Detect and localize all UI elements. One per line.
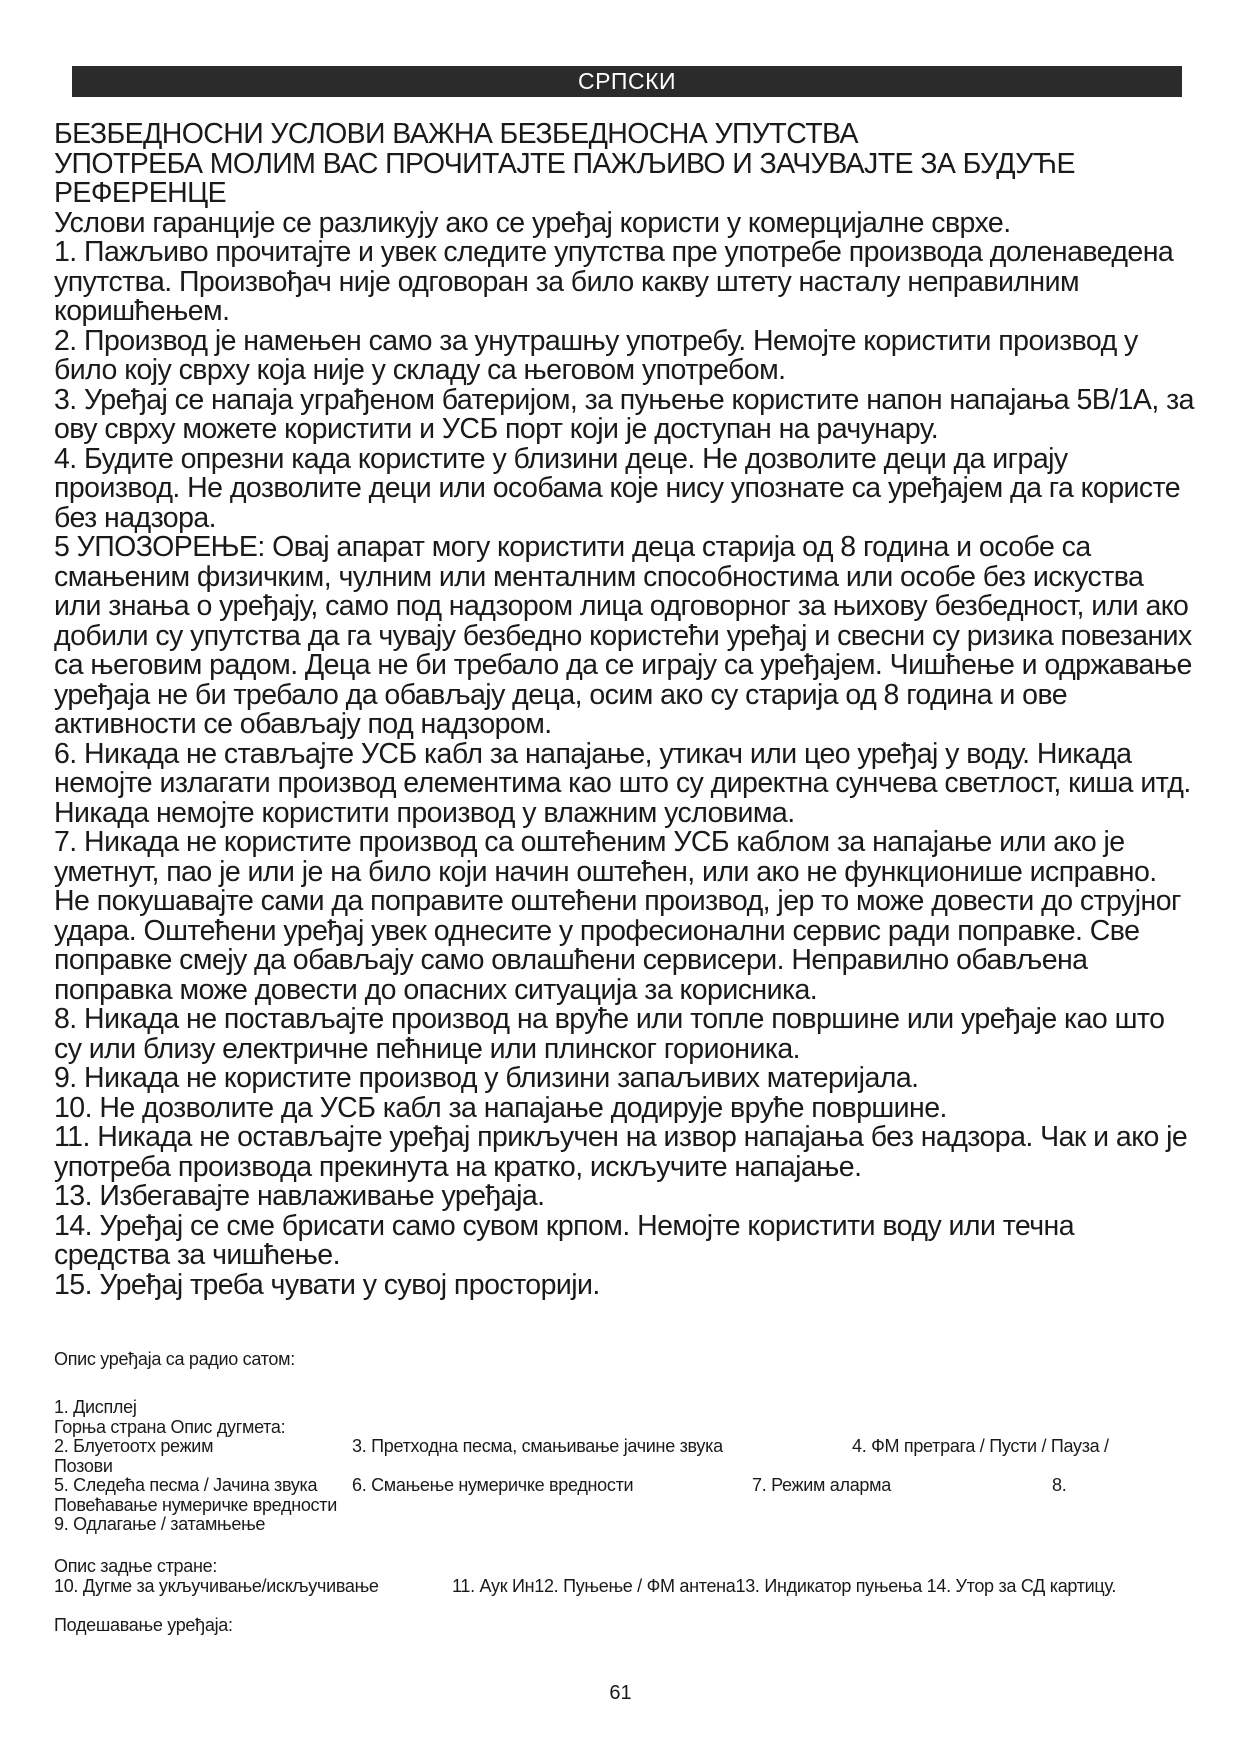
instruction-item: 6. Никада не стављајте УСБ кабл за напајање, утикач или цео уређај у воду. Никада немојте излагати производ елементима као што су директна сунчева светлост, киша итд. Никада немојте користити производ у влажним условима. bbox=[54, 737, 1191, 829]
button-item: 7. Режим аларма bbox=[752, 1475, 891, 1495]
setup-title: Подешавање уређаја: bbox=[54, 1615, 233, 1635]
snooze-item: 9. Одлагање / затамњење bbox=[54, 1514, 266, 1534]
top-side-title: Горња страна Опис дугмета: bbox=[54, 1416, 286, 1437]
instruction-item: 15. Уређај треба чувати у сувој просторији. bbox=[54, 1268, 600, 1301]
safety-heading-line-1: БЕЗБЕДНОСНИ УСЛОВИ ВАЖНА БЕЗБЕДНОСНА УПУТСТВА bbox=[54, 118, 858, 150]
instruction-item: 9. Никада не користите производ у близини запаљивих материјала. bbox=[54, 1062, 919, 1094]
button-item: 4. ФМ претрага / Пусти / Пауза / bbox=[852, 1436, 1109, 1456]
instruction-item: 1. Пажљиво прочитајте и увек следите упутства пре употребе производа доленаведена упутства. Произвођач није одговоран за било какву штету насталу неправилним коришћењем. bbox=[54, 236, 1174, 327]
button-item: 2. Блуетоотх режим bbox=[54, 1436, 214, 1456]
safety-heading-line-2: УПОТРЕБА МОЛИМ ВАС ПРОЧИТАЈТЕ ПАЖЉИВО И ЗАЧУВАЈТЕ ЗА БУДУЋЕ bbox=[54, 147, 1075, 180]
instruction-item: 10. Не дозволите да УСБ кабл за напајање додирује вруће површине. bbox=[54, 1091, 947, 1124]
back-description bbox=[54, 1557, 1194, 1596]
safety-heading-line-3: РЕФЕРЕНЦЕ bbox=[54, 177, 226, 209]
instruction-item: 11. Никада не остављајте уређај прикључен на извор напајања без надзора. Чак и ако је употреба производа прекинута на кратко, искључите напајање. bbox=[54, 1121, 1188, 1183]
safety-instructions bbox=[54, 120, 1194, 1300]
instruction-item-warning: 5 УПОЗОРЕЊЕ: Овај апарат могу користити деца старија од 8 година и особе са смањеним физичким, чулним или менталним способностима или особе без искуства или знања о уређају, само под надзором лица одговорног за њихову безбедност, или ако добили су упутства да га чувају безбедно користећи уређај и свесни су ризика повезаних са његовим радом. Деца не би требало да се играју са уређајем. Чишћење и одржавање уређаја не би требало да обављају деца, осим ако су старија од 8 година и ове активности се обављају под надзором. bbox=[54, 531, 1192, 740]
page-number: 61 bbox=[609, 1682, 632, 1704]
back-item: 11. Аук Ин12. Пуњење / ФМ антена13. Индикатор пуњења 14. Утор за СД картицу. bbox=[452, 1575, 1117, 1596]
instruction-item: 4. Будите опрезни када користите у близини деце. Не дозволите деци да играју производ. Не дозволите деци или особама које нису упознате са уређајем да га користе без надзора. bbox=[54, 442, 1181, 534]
language-header-bar bbox=[72, 66, 1182, 97]
button-item: 8. bbox=[1052, 1475, 1067, 1495]
back-description-title: Опис задње стране: bbox=[54, 1556, 218, 1576]
back-row bbox=[54, 1577, 1194, 1597]
device-description bbox=[54, 1398, 1194, 1535]
button-item: 3. Претходна песма, смањивање јачине звука bbox=[352, 1436, 723, 1456]
setup-section bbox=[54, 1616, 1194, 1636]
button-row-2 bbox=[54, 1476, 1194, 1496]
instruction-item: 3. Уређај се напаја уграђеном батеријом, за пуњење користите напон напајања 5В/1А, за ову сврху можете користити и УСБ порт који је доступан на рачунару. bbox=[54, 383, 1194, 445]
display-item: 1. Дисплеј bbox=[54, 1397, 137, 1417]
instruction-item: 7. Никада не користите производ са оштећеним УСБ каблом за напајање или ако је уметнут, пао је или је на било који начин оштећен, или ако не функционише исправно. Не покушавајте сами да поправите оштећени производ, јер то може довести до струјног удара. Оштећени уређај увек однесите у професионални сервис ради поправке. Све поправке смеју да обављају само овлашћени сервисери. Неправилно обављена поправка може довести до опасних ситуација за корисника. bbox=[54, 826, 1181, 1006]
button-item-continuation: Повећавање нумеричке вредности bbox=[54, 1494, 337, 1515]
language-label: СРПСКИ bbox=[577, 68, 677, 94]
device-description-title-block bbox=[54, 1350, 1194, 1370]
button-item-continuation: Позови bbox=[54, 1455, 113, 1476]
instruction-item: 13. Избегавајте навлаживање уређаја. bbox=[54, 1180, 545, 1212]
button-row-1 bbox=[54, 1437, 1194, 1457]
warranty-note: Услови гаранције се разликују ако се уређај користи у комерцијалне сврхе. bbox=[54, 206, 1011, 239]
device-description-title: Опис уређаја са радио сатом: bbox=[54, 1349, 295, 1369]
instruction-item: 2. Производ је намењен само за унутрашњу употребу. Немојте користити производ у било коју сврху која није у складу са његовом употребом. bbox=[54, 324, 1138, 386]
instruction-item: 8. Никада не постављајте производ на вруће или топле површине или уређаје као што су или близу електричне пећнице или плинског горионика. bbox=[54, 1003, 1165, 1065]
button-item: 6. Смањење нумеричке вредности bbox=[352, 1475, 634, 1495]
instruction-item: 14. Уређај се сме брисати само сувом крпом. Немојте користити воду или течна средства за чишћење. bbox=[54, 1209, 1075, 1271]
back-item: 10. Дугме за укључивање/искључивање bbox=[54, 1575, 379, 1596]
button-item: 5. Следећа песма / Јачина звука bbox=[54, 1475, 318, 1495]
